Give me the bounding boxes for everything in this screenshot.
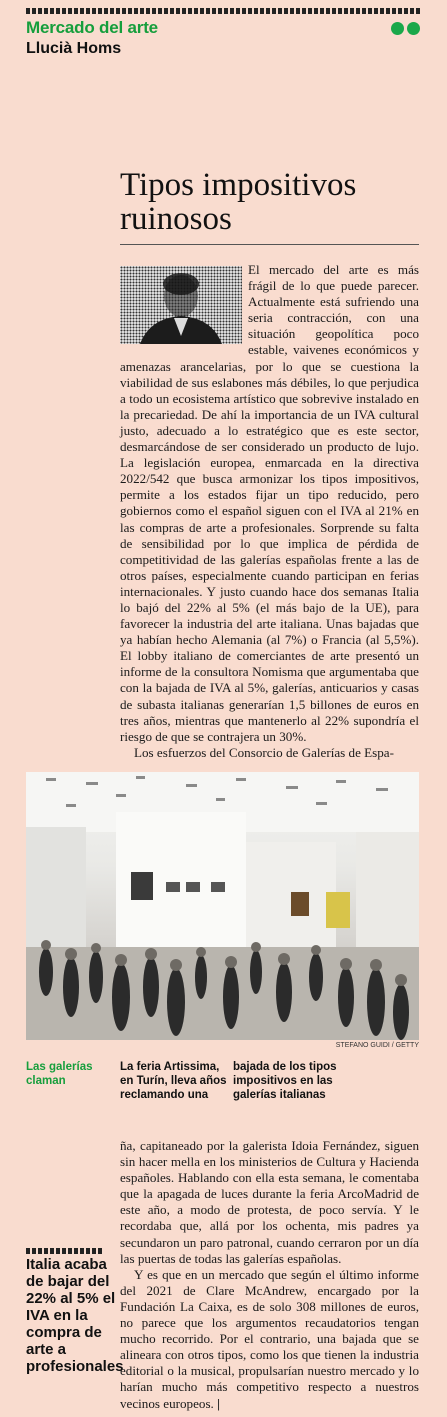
article-body-part-4-text: Y es que en un mercado que según el último informe del 2021 de Clare McAndrew, encargado por la Fundación La Caixa, es de solo 308 millones de euros, no parece que los argumentos recaudatorios tengan mucho recorrido. Por el contrario, una bajada que se alineara con otros tipos, como los que tienen la industria editorial o la musical, propulsarían nuestro mercado y lo harían mucho más competitivo respecto a nuestros vecinos europeos. (120, 1266, 419, 1411)
author-name: Llucià Homs (26, 40, 122, 57)
green-dot-icon (391, 22, 404, 35)
green-dot-icon (407, 22, 420, 35)
section-dots (388, 22, 420, 40)
article-body-part-4 (120, 1267, 419, 1412)
article-column-1 (120, 262, 419, 761)
title-divider (120, 244, 419, 245)
caption-text-1: La feria Artissima, en Turín, lleva años reclamando una (120, 1061, 227, 1101)
article-column-2 (120, 1138, 419, 1412)
art-fair-photo (26, 772, 419, 1040)
caption-heading: Las galerías claman (26, 1061, 93, 1087)
pullquote: Italia acaba de bajar del 22% al 5% el IVA en la compra de arte a profesionales (26, 1256, 124, 1375)
section-label: Mercado del arte (26, 18, 158, 37)
article-body-part-2: Los esfuerzos del Consorcio de Galerías de Espa- (134, 744, 394, 760)
top-dotted-rule (26, 8, 421, 14)
pullquote-dotted-rule (26, 1248, 102, 1254)
end-mark: | (217, 1395, 220, 1411)
photo-credit: STEFANO GUIDI / GETTY (335, 1042, 419, 1049)
article-title: Tipos impositivos ruinosos (120, 167, 357, 237)
article-body-part-1: El mercado del arte es más frágil de lo que puede parecer. Actualmente está sufriendo una seria contracción, con una situación geopolítica poco estable, vaivenes económicos y amenazas arancelarias, por lo que se cuestiona la viabilidad de sus eslabones más débiles, lo que perjudica a todo un ecosistema artístico que sobrevive instalado en la precariedad. De ahí la importancia de un IVA cultural justo, adecuado a lo estratégico que es este sector, desmarcándose de ser considerado un producto de lujo. La legislación europea, enmarcada en la directiva 2022/542 que busca armonizar los tipos impositivos, permite a los estados fijar un tipo reducido, pero gobiernos como el español siguen con el IVA al 21% en las compras de arte a profesionales. Sorprende su falta de sensibilidad por lo que implica de pérdida de competitividad de las galerías españolas frente a las de otros países, especialmente cuando participan en ferias internacionales. Y justo cuando hace dos semanas Italia lo bajó del 22% al 5% (el más bajo de la UE), para favorecer la industria del arte italiana. Unas bajadas que ya habían hecho Alemania (al 7%) o Francia (al 5,5%). El lobby italiano de comerciantes de arte presentó un informe de la consultora Nomisma que argumentaba que con la bajada de IVA al 5%, galerías, anticuarios y casas de subasta italianas generarían 1,5 billones de euros en tres años, mientras que mantenerlo al 22% supondría el riesgo de que se contrajera un 30%. (120, 262, 419, 744)
article-body-part-3: ña, capitaneado por la galerista Idoia Fernández, siguen sin hacer mella en los ministerios de Cultura y Hacienda españoles. Hablando con ella esta semana, le comentaba que la apagada de luces durante la feria ArcoMadrid de este año, a modo de protesta, de poco servía. Y le recordaba que, allá por los ochenta, mis padres ya secundaron un paro patronal, cuando cerraron por un día las puertas de todas las galerías españolas. (120, 1138, 419, 1266)
caption-text-2: bajada de los tipos impositivos en las galerías italianas (233, 1061, 337, 1101)
